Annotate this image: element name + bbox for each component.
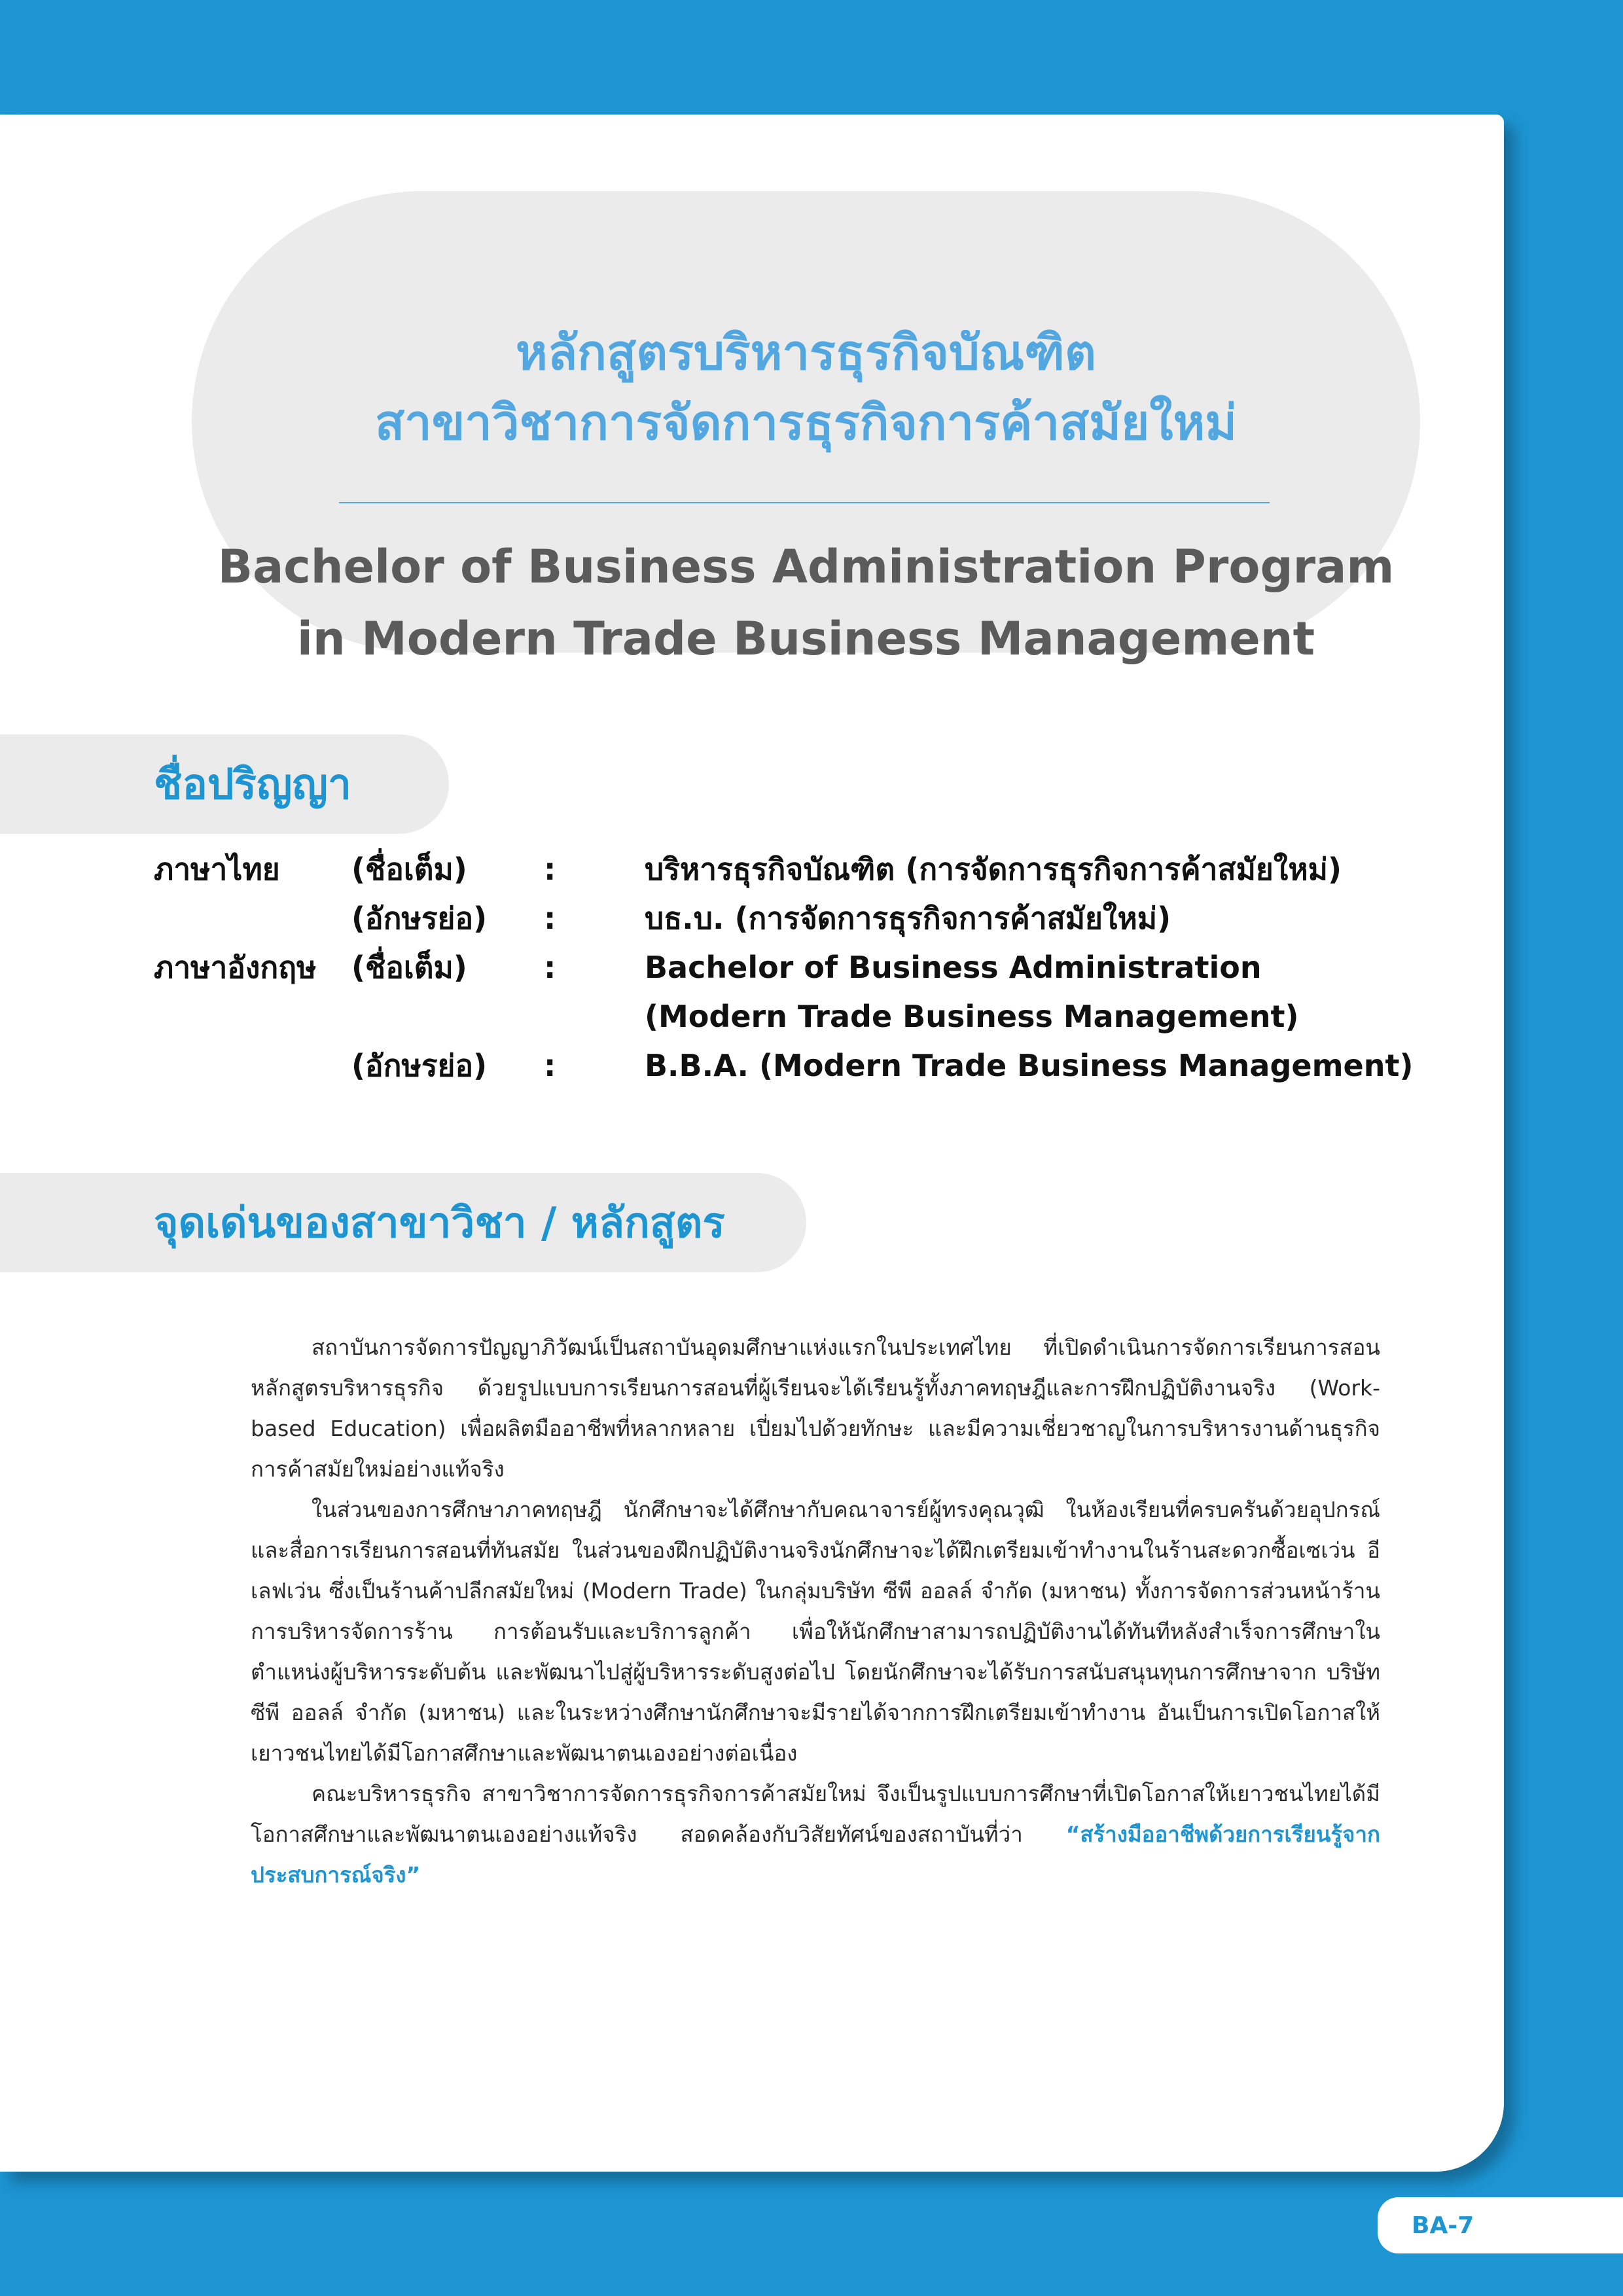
- degree-name-type: (ชื่อเต็ม): [351, 950, 467, 985]
- paragraph: ในส่วนของการศึกษาภาคทฤษฎี นักศึกษาจะได้ศึกษากับคณาจารย์ผู้ทรงคุณวุฒิ ในห้องเรียนที่ครบครันด้วยอุปกรณ์และสื่อการเรียนการสอนที่ทันสมัย ในส่วนของฝึกปฏิบัติงานจริงนักศึกษาจะได้ฝึกเตรียมเข้าทำงานในร้านสะดวกซื้อเซเว่น อีเลฟเว่น ซึ่งเป็นร้านค้าปลีกสมัยใหม่ (Modern Trade) ในกลุ่มบริษัท ซีพี ออลล์ จำกัด (มหาชน) ทั้งการจัดการส่วนหน้าร้าน การบริหารจัดการร้าน การต้อนรับและบริการลูกค้า เพื่อให้นักศึกษาสามารถปฏิบัติงานได้ทันทีหลังสำเร็จการศึกษาในตำแหน่งผู้บริหารระดับต้น และพัฒนาไปสู่ผู้บริหารระดับสูงต่อไป โดยนักศึกษาจะได้รับการสนับสนุนทุนการศึกษาจาก บริษัท ซีพี ออลล์ จำกัด (มหาชน) และในระหว่างศึกษานักศึกษาจะมีรายได้จากการฝึกเตรียมเข้าทำงาน อันเป็นการเปิดโอกาสให้เยาวชนไทยได้มีโอกาสศึกษาและพัฒนาตนเองอย่างต่อเนื่อง: [251, 1497, 1380, 1766]
- degree-colon: :: [544, 901, 556, 936]
- degree-name-type: (อักษรย่อ): [351, 901, 488, 936]
- vision-quote: “สร้างมืออาชีพด้วยการเรียนรู้จากประสบการณ์จริง”: [251, 1821, 1380, 1888]
- degree-language: ภาษาไทย: [154, 852, 280, 887]
- degree-value: บริหารธุรกิจบัณฑิต (การจัดการธุรกิจการค้าสมัยใหม่): [645, 852, 1342, 887]
- page-number-tab: [1378, 2197, 1623, 2253]
- degree-language: ภาษาอังกฤษ: [154, 950, 317, 985]
- degree-name-type: (ชื่อเต็ม): [351, 852, 467, 887]
- degree-value: Bachelor of Business Administration: [645, 950, 1262, 985]
- paragraph-text: คณะบริหารธุรกิจ สาขาวิชาการจัดการธุรกิจการค้าสมัยใหม่ จึงเป็นรูปแบบการศึกษาที่เปิดโอกาสให้เยาวชนไทยได้มีโอกาสศึกษาและพัฒนาตนเองอย่างแท้จริง สอดคล้องกับวิสัยทัศน์ของสถาบันที่ว่า: [251, 1781, 1380, 1847]
- paragraph: [251, 1774, 1380, 1895]
- degree-value: B.B.A. (Modern Trade Business Management): [645, 1048, 1414, 1083]
- paragraph: สถาบันการจัดการปัญญาภิวัฒน์เป็นสถาบันอุดมศึกษาแห่งแรกในประเทศไทย ที่เปิดดำเนินการจัดการเรียนการสอนหลักสูตรบริหารธุรกิจ ด้วยรูปแบบการเรียนการสอนที่ผู้เรียนจะได้เรียนรู้ทั้งภาคทฤษฎีและการฝึกปฏิบัติงานจริง (Work-based Education) เพื่อผลิตมืออาชีพที่หลากหลาย เปี่ยมไปด้วยทักษะ และมีความเชี่ยวชาญในการบริหารงานด้านธุรกิจการค้าสมัยใหม่อย่างแท้จริง: [251, 1335, 1380, 1482]
- degree-heading-pill: [0, 734, 449, 834]
- highlights-heading-pill: [0, 1173, 806, 1272]
- degree-colon: :: [544, 950, 556, 985]
- thai-title-line-2: สาขาวิชาการจัดการธุรกิจการค้าสมัยใหม่: [374, 395, 1238, 451]
- highlights-heading: จุดเด่นของสาขาวิชา / หลักสูตร: [154, 1199, 725, 1247]
- page-number: BA-7: [1412, 2212, 1474, 2239]
- degree-heading: ชื่อปริญญา: [154, 761, 351, 809]
- english-title-line-1: Bachelor of Business Administration Program: [217, 540, 1395, 594]
- degree-value: บธ.บ. (การจัดการธุรกิจการค้าสมัยใหม่): [645, 901, 1171, 936]
- degree-colon: :: [544, 852, 556, 887]
- degree-colon: :: [544, 1048, 556, 1083]
- highlights-body: [251, 1327, 1380, 1895]
- page-card: [0, 115, 1504, 2172]
- degree-value: (Modern Trade Business Management): [645, 999, 1299, 1034]
- thai-title-line-1: หลักสูตรบริหารธุรกิจบัณฑิต: [516, 325, 1096, 381]
- english-title-line-2: in Modern Trade Business Management: [296, 612, 1315, 666]
- title-divider: [339, 502, 1270, 503]
- title-banner: [192, 191, 1420, 666]
- degree-name-type: (อักษรย่อ): [351, 1048, 488, 1083]
